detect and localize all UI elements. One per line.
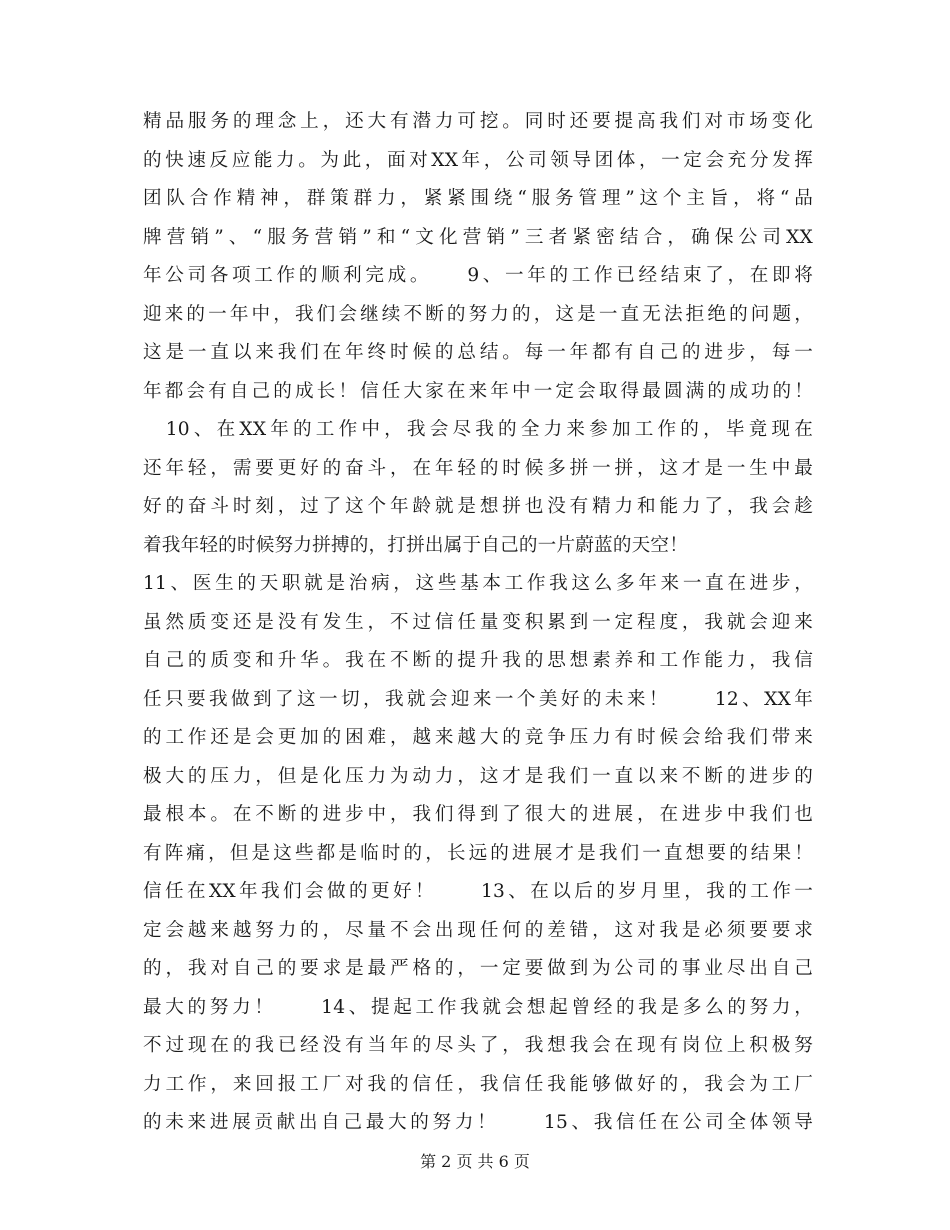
text-line: 的未来进展贡献出自己最大的努力！ 15、我信任在公司全体领导: [143, 1112, 813, 1133]
page-number-footer: 第 2 页 共 6 页: [420, 1152, 530, 1171]
text-line: 信任在XX年我们会做的更好！ 13、在以后的岁月里，我的工作一: [143, 881, 813, 902]
text-line: 年都会有自己的成长！信任大家在来年中一定会取得最圆满的成功的！: [143, 380, 813, 402]
text-line: 这是一直以来我们在年终时候的总结。每一年都有自己的进步，每一: [143, 342, 813, 363]
text-line: 任只要我做到了这一切，我就会迎来一个美好的未来！ 12、XX年: [143, 688, 813, 710]
text-line: 力工作，来回报工厂对我的信任，我信任我能够做好的，我会为工厂: [143, 1073, 813, 1095]
text-line: 团队合作精神，群策群力，紧紧围绕“服务管理”这个主旨，将“品: [143, 188, 813, 209]
text-line: 的工作还是会更加的困难，越来越大的竞争压力有时候会给我们带来: [143, 727, 813, 748]
text-line: 年公司各项工作的顺利完成。 9、一年的工作已经结束了，在即将: [143, 265, 813, 286]
text-line: 定会越来越努力的，尽量不会出现任何的差错，这对我是必须要要求: [143, 919, 813, 941]
text-line: 的快速反应能力。为此，面对XX年，公司领导团体，一定会充分发挥: [143, 149, 813, 171]
text-line: 自己的质变和升华。我在不断的提升我的思想素养和工作能力，我信: [143, 650, 813, 671]
text-line: 精品服务的理念上，还大有潜力可挖。同时还要提高我们对市场变化: [143, 111, 813, 132]
text-line: 虽然质变还是没有发生，不过信任量变积累到一定程度，我就会迎来: [143, 611, 813, 633]
text-line: 极大的压力，但是化压力为动力，这才是我们一直以来不断的进步的: [143, 765, 813, 787]
body-text: [143, 103, 813, 1143]
text-line: 最大的努力！ 14、提起工作我就会想起曾经的我是多么的努力，: [143, 996, 813, 1018]
text-line: 不过现在的我已经没有当年的尽头了，我想我会在现有岗位上积极努: [143, 1035, 813, 1056]
text-line: 最根本。在不断的进步中，我们得到了很大的进展，在进步中我们也: [143, 804, 813, 825]
text-line: 10、在XX年的工作中，我会尽我的全力来参加工作的，毕竟现在: [143, 419, 813, 440]
text-line: 有阵痛，但是这些都是临时的，长远的进展才是我们一直想要的结果！: [143, 842, 813, 864]
text-line: 着我年轻的时候努力拼搏的，打拼出属于自己的一片蔚蓝的天空！: [143, 534, 689, 556]
text-line: 还年轻，需要更好的奋斗，在年轻的时候多拼一拼，这才是一生中最: [143, 457, 813, 479]
text-line: 迎来的一年中，我们会继续不断的努力的，这是一直无法拒绝的问题，: [143, 303, 813, 325]
text-line: 11、医生的天职就是治病，这些基本工作我这么多年来一直在进步，: [143, 573, 813, 594]
text-line: 好的奋斗时刻，过了这个年龄就是想拼也没有精力和能力了，我会趁: [143, 496, 813, 517]
text-line: 牌营销”、“服务营销”和“文化营销”三者紧密结合，确保公司XX: [143, 226, 813, 248]
text-line: 的，我对自己的要求是最严格的，一定要做到为公司的事业尽出自己: [143, 958, 813, 979]
